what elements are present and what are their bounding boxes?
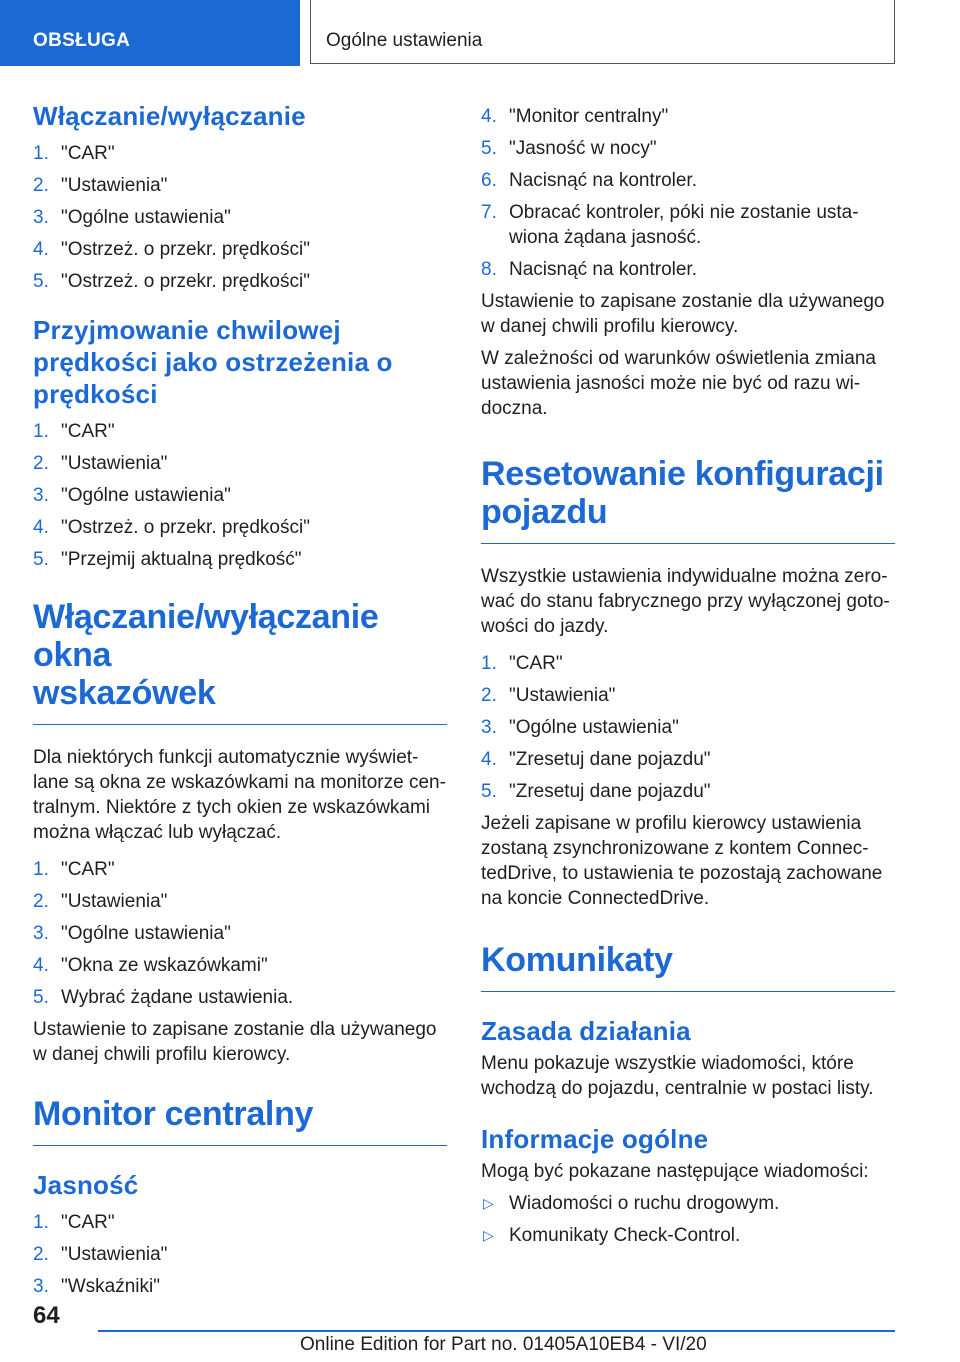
list-item: 3. "Ogólne ustawienia": [33, 923, 231, 944]
list-item: 1. "CAR": [33, 421, 115, 442]
steps-resetowanie: [481, 651, 895, 804]
list-item: 4. "Okna ze wskazówkami": [33, 955, 268, 976]
header-topic-label: Ogólne ustawienia: [326, 30, 483, 51]
heading-komunikaty: Komunikaty: [481, 941, 673, 979]
note-resetowanie: Jeżeli zapisane w profilu kierowcy ustawienia zostaną zsynchronizowane z kontem Connec‐ tedDrive, to ustawienia te pozostają zachowane na koncie ConnectedDrive.: [481, 813, 883, 909]
heading-rule: [33, 1145, 447, 1146]
note-jasnosc-2: W zależności od warunków oświetlenia zmiana ustawienia jasności może nie być od razu wi‐ doczna.: [481, 348, 876, 419]
heading-informacje-ogolne: Informacje ogólne: [481, 1124, 709, 1154]
list-item: 2. "Ustawienia": [481, 685, 616, 706]
heading-okna-wskazowek: Włączanie/wyłączanie okna wskazówek: [33, 598, 379, 712]
list-item: 6. Nacisnąć na kontroler.: [481, 170, 697, 191]
heading-resetowanie: Resetowanie konfiguracji pojazdu: [481, 455, 884, 531]
heading-przyjmowanie: Przyjmowanie chwilowej prędkości jako ostrzeżenia o prędkości: [33, 315, 393, 409]
list-item: 2. "Ustawienia": [33, 175, 168, 196]
heading-jasnosc: Jasność: [33, 1170, 139, 1200]
footer-rule: [98, 1330, 895, 1332]
footer-edition: Online Edition for Part no. 01405A10EB4 - VI/20: [300, 1334, 707, 1355]
list-item: 4. "Monitor centralny": [481, 106, 669, 127]
list-item: 1. "CAR": [33, 143, 115, 164]
list-item: 2. "Ustawienia": [33, 891, 168, 912]
heading-rule: [481, 991, 895, 992]
list-item: ▷ Komunikaty Check-Control.: [483, 1225, 741, 1246]
note-okna: Ustawienie to zapisane zostanie dla używanego w danej chwili profilu kierowcy.: [33, 1019, 437, 1065]
heading-rule: [481, 543, 895, 544]
list-item: 2. "Ustawienia": [33, 1244, 168, 1265]
list-item: 5. "Jasność w nocy": [481, 138, 657, 159]
heading-monitor-centralny: Monitor centralny: [33, 1095, 314, 1133]
left-column: [33, 100, 447, 1306]
triangle-bullet-icon: ▷: [483, 1227, 494, 1243]
list-item: 5. "Zresetuj dane pojazdu": [481, 781, 711, 802]
list-item: 8. Nacisnąć na kontroler.: [481, 259, 697, 280]
intro-resetowanie: Wszystkie ustawienia indywidualne można zero‐ wać do stanu fabrycznego przy wyłączonej goto‐ wości do jazdy.: [481, 566, 890, 637]
right-column: [481, 100, 895, 1255]
list-item: 2. "Ustawienia": [33, 453, 168, 474]
list-item: 3. "Ogólne ustawienia": [33, 207, 231, 228]
list-item: ▷ Wiadomości o ruchu drogowym.: [483, 1193, 780, 1214]
list-item: 5. Wybrać żądane ustawienia.: [33, 987, 294, 1008]
list-item: 4. "Zresetuj dane pojazdu": [481, 749, 711, 770]
triangle-bullet-icon: ▷: [483, 1195, 494, 1211]
list-item: 1. "CAR": [33, 1212, 115, 1233]
steps-wlaczanie: [33, 141, 447, 294]
list-item: 3. "Ogólne ustawienia": [33, 485, 231, 506]
header-section-label: OBSŁUGA: [33, 30, 131, 51]
steps-jasnosc-cont: [481, 104, 895, 282]
list-item: 3. "Wskaźniki": [33, 1276, 160, 1297]
body-zasada-dzialania: Menu pokazuje wszystkie wiadomości, które wchodzą do pojazdu, centralnie w postaci listy.: [481, 1053, 874, 1099]
list-item: 7. Obracać kontroler, póki nie zostanie usta‐ wiona żądana jasność.: [481, 202, 859, 248]
steps-jasnosc: [33, 1210, 447, 1299]
list-item: 5. "Ostrzeż. o przekr. prędkości": [33, 271, 310, 292]
steps-okna: [33, 857, 447, 1010]
list-item: 4. "Ostrzeż. o przekr. prędkości": [33, 239, 310, 260]
list-item: 3. "Ogólne ustawienia": [481, 717, 679, 738]
heading-zasada-dzialania: Zasada działania: [481, 1016, 691, 1046]
list-item: 1. "CAR": [33, 859, 115, 880]
note-jasnosc-1: Ustawienie to zapisane zostanie dla używanego w danej chwili profilu kierowcy.: [481, 291, 885, 337]
body-informacje-ogolne: Mogą być pokazane następujące wiadomości:: [481, 1161, 869, 1182]
heading-wlaczanie: Włączanie/wyłączanie: [33, 101, 306, 131]
list-item: 4. "Ostrzeż. o przekr. prędkości": [33, 517, 310, 538]
steps-przyjmowanie: [33, 419, 447, 572]
list-item: 5. "Przejmij aktualną prędkość": [33, 549, 302, 570]
list-item: 1. "CAR": [481, 653, 563, 674]
bullets-informacje: [481, 1191, 895, 1248]
heading-rule: [33, 724, 447, 725]
page-number: 64: [33, 1302, 60, 1329]
intro-okna: Dla niektórych funkcji automatycznie wyświet‐ lane są okna ze wskazówkami na monitorze cen‐ tralnym. Niektóre z tych okien ze wskazówkami można włączać lub wyłączać.: [33, 747, 446, 843]
